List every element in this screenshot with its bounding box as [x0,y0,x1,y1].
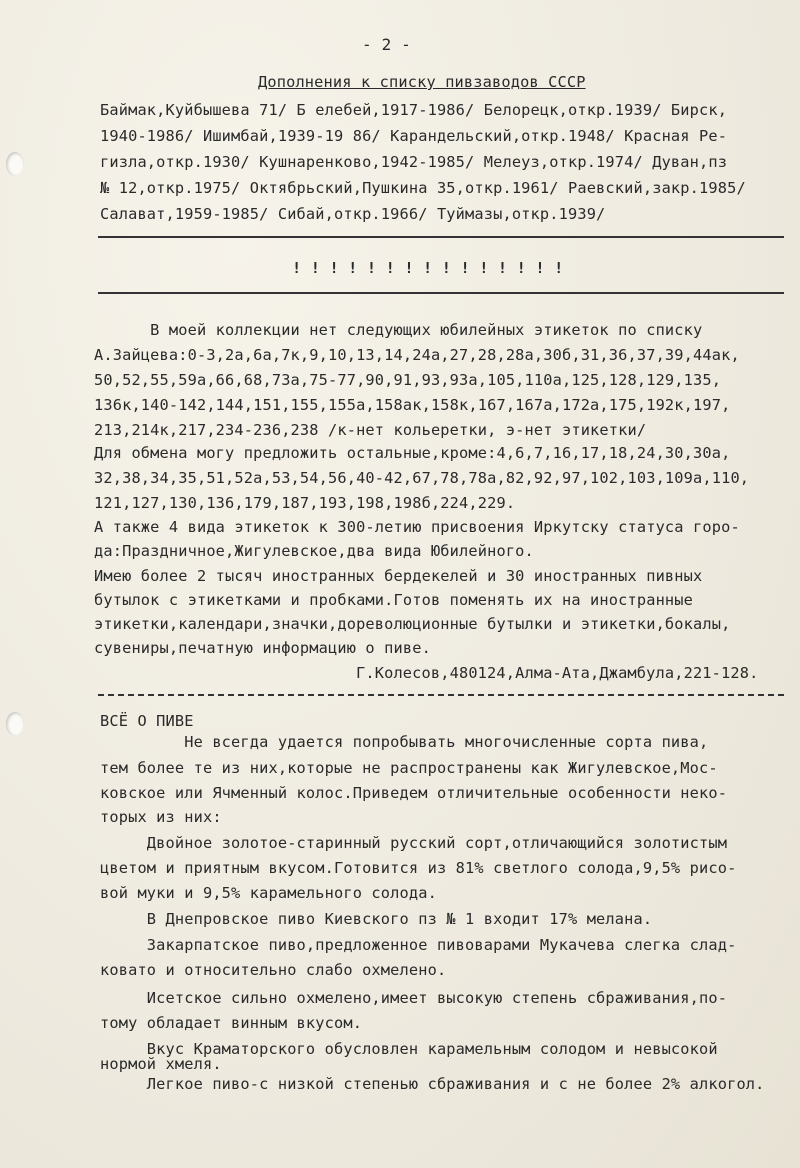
text-line: Для обмена могу предложить остальные,кроме:4,6,7,16,17,18,24,30,30а, [94,444,731,462]
text-line: цветом и приятным вкусом.Готовится из 81% светлого солода,9,5% рисо- [100,859,737,877]
text-line: 50,52,55,59а,66,68,73а,75-77,90,91,93,93а,105,110а,125,128,129,135, [94,371,722,389]
text-line: Салават,1959-1985/ Сибай,откр.1966/ Туймазы,откр.1939/ [100,205,606,223]
section-heading: ВСЁ О ПИВЕ [100,712,194,730]
text-line: тому обладает винным вкусом. [100,1014,363,1032]
text-line: № 12,откр.1975/ Октябрьский,Пушкина 35,откр.1961/ Раевский,закр.1985/ [100,179,746,197]
exclamation-row: ! ! ! ! ! ! ! ! ! ! ! ! ! ! ! [292,259,564,277]
text-line: В Днепровское пиво Киевского пз № 1 входит 17% мелана. [100,910,653,928]
text-line: Исетское сильно охмелено,имеет высокую степень сбраживания,по- [100,989,728,1007]
text-line: 32,38,34,35,51,52а,53,54,56,40-42,67,78,78а,82,92,97,102,103,109а,110, [94,469,750,487]
text-line: ковато и относительно слабо охмелено. [100,961,447,979]
text-line: сувениры,печатную информацию о пиве. [94,639,431,657]
text-line: да:Праздничное,Жигулевское,два вида Юбилейного. [94,542,534,560]
text-line: 121,127,130,136,179,187,193,198,198б,224,229. [94,494,516,512]
text-line: Баймак,Куйбышева 71/ Б елебей,1917-1986/ Белорецк,откр.1939/ Бирск, [100,101,728,119]
text-line: Не всегда удается попробывать многочисленные сорта пива, [100,733,709,751]
text-line: 213,214к,217,234-236,238 /к-нет кольеретки, э-нет этикетки/ [94,421,647,439]
text-line: Вкус Краматорского обусловлен карамельным солодом и невысокой [100,1040,718,1058]
divider [98,292,784,294]
text-line: 1940-1986/ Ишимбай,1939-19 86/ Карандельский,откр.1948/ Красная Ре- [100,127,728,145]
text-line: Имею более 2 тысяч иностранных бердекелей и 30 иностранных пивных [94,567,703,585]
text-line: гизла,откр.1930/ Кушнаренково,1942-1985/ Мелеуз,откр.1974/ Дуван,пз [100,153,728,171]
divider [98,236,784,238]
text-line: 136к,140-142,144,151,155,155а,158ак,158к,167,167а,172а,175,192к,197, [94,396,731,414]
divider [98,694,784,696]
punch-hole [6,152,24,176]
text-line: бутылок с этикетками и пробками.Готов поменять их на иностранные [94,591,694,609]
text-line: Закарпатское пиво,предложенное пивоварами Мукачева слегка слад- [100,936,737,954]
text-line: вой муки и 9,5% карамельного солода. [100,884,437,902]
text-line: А.Зайцева:0-3,2а,6а,7к,9,10,13,14,24а,27,28,28а,30б,31,36,37,39,44ак, [94,346,740,364]
text-line: торых из них: [100,808,222,826]
page-number: - 2 - [362,35,411,54]
text-line: этикетки,календари,значки,дореволюционные бутылки и этикетки,бокалы, [94,615,731,633]
section-heading: Дополнения к списку пивзаводов СССР [258,73,586,91]
signature-address: Г.Колесов,480124,Алма-Ата,Джамбула,221-128. [356,664,759,682]
text-line: тем более те из них,которые не распространены как Жигулевское,Мос- [100,759,718,777]
punch-hole [6,712,24,736]
text-line: нормой хмеля. [100,1055,222,1073]
text-line: А также 4 вида этикеток к 300-летию присвоения Иркутску статуса горо- [94,518,740,536]
text-line: Легкое пиво-с низкой степенью сбраживания и с не более 2% алкогол. [100,1075,765,1093]
text-line: Двойное золотое-старинный русский сорт,отличающийся золотистым [100,834,728,852]
text-line: В моей коллекции нет следующих юбилейных этикеток по списку [94,321,703,339]
text-line: ковское или Ячменный колос.Приведем отличительные особенности неко- [100,784,728,802]
